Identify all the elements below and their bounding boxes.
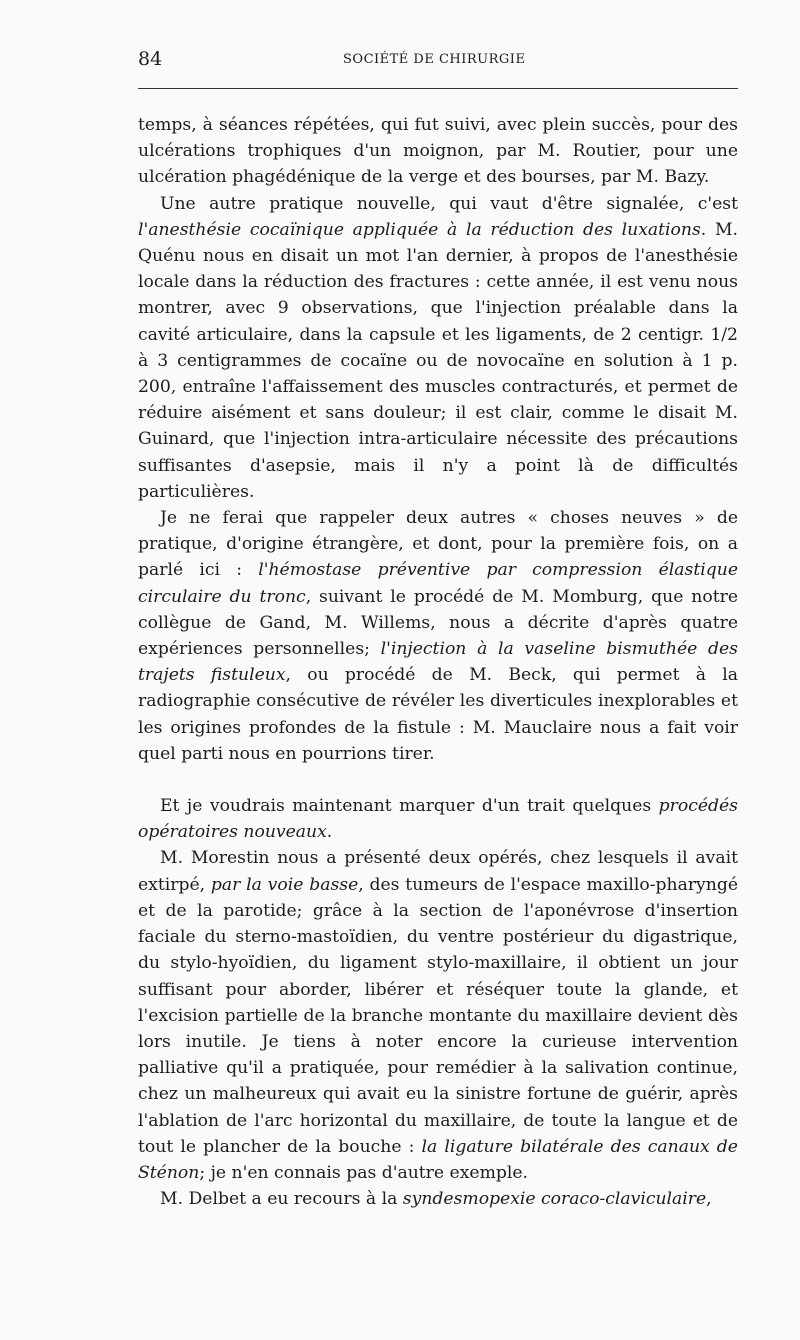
- italic-term: l'injection à la vaseline bismuthée des trajets fistuleux: [138, 639, 738, 686]
- paragraph: Je ne ferai que rappeler deux autres « choses neuves » de pratique, d'origine étrangère, et dont, pour la première fois, on a parlé ici : l'hémostase préventive par compression élastique circulaire du tronc, suivant le procédé de M. Momburg, que notre collègue de Gand, M. Willems, nous a décrite d'après quatre expériences personnelles; l'injection à la vaseline bismuthée des trajets fistuleux, ou procédé de M. Beck, qui permet à la radiographie consécutive de révéler les diverticules inexplorables et les origines profondes de la fistule : M. Mauclaire nous a fait voir quel parti nous en pourrions tirer.: [138, 508, 738, 764]
- paragraph: M. Morestin nous a présenté deux opérés, chez lesquels il avait extirpé, par la voie basse, des tumeurs de l'espace maxillo-pharyngé et de la parotide; grâce à la section de l'aponévrose d'insertion faciale du sterno-mastoïdien, du ventre postérieur du digastrique, du stylo-hyoïdien, du ligament stylo-maxillaire, il obtient un jour suffisant pour aborder, libérer et réséquer toute la glande, et l'excision partielle de la branche montante du maxillaire devient dès lors inutile. Je tiens à noter encore la curieuse intervention palliative qu'il a pratiquée, pour remédier à la salivation continue, chez un malheureux qui avait eu la sinistre fortune de guérir, après l'ablation de l'arc horizontal du maxillaire, de toute la langue et de tout le plancher de la bouche : la ligature bilatérale des canaux de Sténon; je n'en connais pas d'autre exemple.: [138, 848, 738, 1183]
- running-title: SOCIÉTÉ DE CHIRURGIE: [343, 52, 526, 67]
- paragraph: Une autre pratique nouvelle, qui vaut d'être signalée, c'est l'anesthésie cocaïnique appliquée à la réduction des luxations. M. Quénu nous en disait un mot l'an dernier, à propos de l'anesthésie locale dans la réduction des fractures : cette année, il est venu nous montrer, avec 9 observations, que l'injection préalable dans la cavité articulaire, dans la capsule et les ligaments, de 2 centigr. 1/2 à 3 centigrammes de cocaïne ou de novocaïne en solution à 1 p. 200, entraîne l'affaissement des muscles contracturés, et permet de réduire aisément et sans douleur; il est clair, comme le disait M. Guinard, que l'injection intra-articulaire nécessite des précautions suffisantes d'asepsie, mais il n'y a point là de difficultés particulières.: [138, 193, 739, 502]
- paragraph: Et je voudrais maintenant marquer d'un trait quelques procédés opératoires nouveaux.: [138, 796, 738, 843]
- italic-term: l'anesthésie cocaïnique appliquée à la réduction des luxations: [138, 219, 701, 240]
- paragraph: temps, à séances répétées, qui fut suivi, avec plein succès, pour des ulcérations trophiques d'un moignon, par M. Routier, pour une ulcération phagédénique de la verge et des bourses, par M. Bazy.: [138, 115, 738, 188]
- italic-term: syndesmopexie coraco-claviculaire: [402, 1189, 707, 1210]
- italic-term: la ligature bilatérale des canaux de Sténon: [138, 1136, 738, 1183]
- body-text: [138, 112, 738, 1212]
- header-rule: [138, 88, 738, 89]
- italic-term: par la voie basse: [210, 874, 359, 895]
- italic-term: procédés opératoires nouveaux: [138, 796, 738, 843]
- page-number: 84: [138, 48, 163, 70]
- page-header: [138, 48, 738, 78]
- italic-term: l'hémostase préventive par compression élastique circulaire du tronc: [138, 560, 738, 607]
- paragraph: M. Delbet a eu recours à la syndesmopexie coraco-claviculaire,: [160, 1189, 712, 1210]
